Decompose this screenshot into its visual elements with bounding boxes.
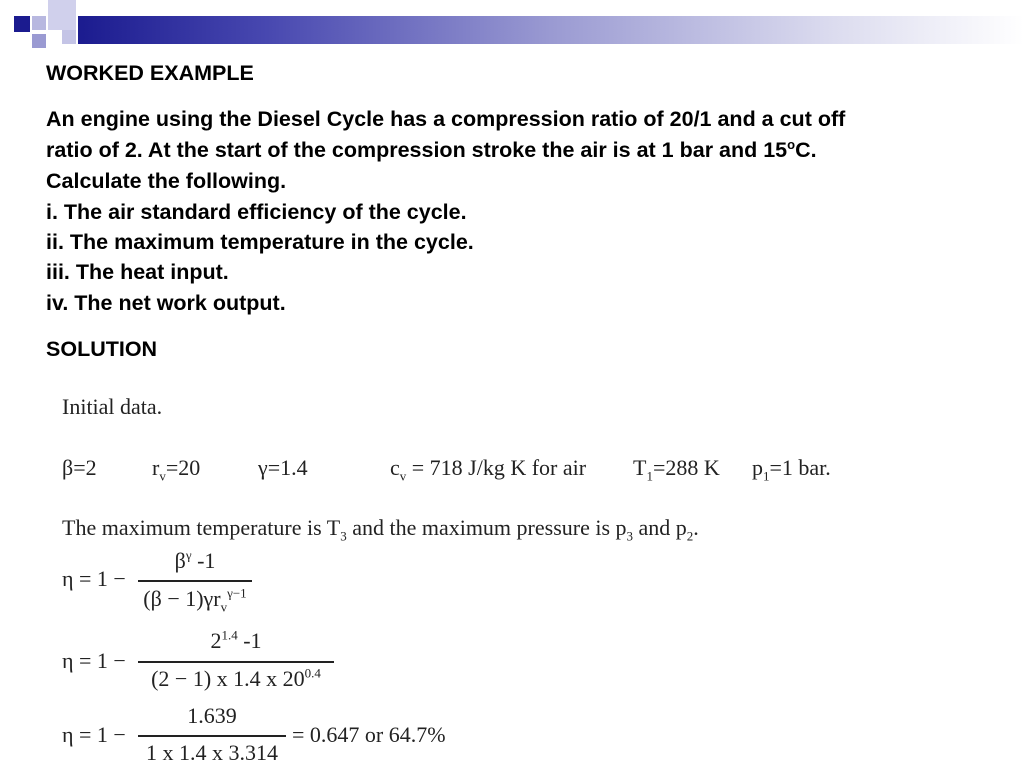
- eq1-numerator: [138, 548, 252, 574]
- eq3-fraction-bar: [138, 735, 286, 737]
- eq3-denominator: 1 x 1.4 x 3.314: [146, 740, 278, 765]
- initial-data-label: Initial data.: [62, 394, 163, 419]
- rv-subscript: v: [159, 468, 166, 484]
- cv-number: = 718 J/kg K for air: [406, 455, 587, 480]
- eq1-den-sub: v: [220, 599, 228, 615]
- t1-number: =288 K: [652, 455, 720, 480]
- rv-value: [152, 455, 201, 484]
- max-temp-text-b: and the maximum pressure is p: [346, 515, 627, 540]
- max-temp-statement: [62, 515, 699, 544]
- eq2-num-base: 2: [210, 628, 222, 653]
- eq1-denominator: [138, 585, 252, 615]
- heading-worked-example: WORKED EXAMPLE: [46, 61, 254, 85]
- eq3-result: = 0.647 or 64.7%: [292, 722, 446, 747]
- eq2-den-sup: 0.4: [304, 665, 321, 681]
- eq1-num-rest: -1: [191, 548, 216, 573]
- eq2-den-text: (2 − 1) x 1.4 x 20: [151, 666, 305, 691]
- task-item-1: i. The air standard efficiency of the cycle.: [46, 200, 467, 224]
- task-item-2: ii. The maximum temperature in the cycle.: [46, 230, 474, 254]
- gamma-value: γ=1.4: [258, 455, 308, 480]
- problem-line-1: An engine using the Diesel Cycle has a compression ratio of 20/1 and a cut off: [46, 107, 846, 131]
- cv-symbol: c: [390, 455, 400, 480]
- eq2-num-rest: -1: [237, 628, 262, 653]
- eq1-num-sup: γ: [185, 547, 192, 563]
- max-temp-sub-2: 3: [626, 528, 634, 544]
- slide-decoration: [0, 0, 1024, 60]
- eq2-fraction-bar: [138, 661, 334, 663]
- p1-value: [752, 455, 831, 484]
- decor-square-dark: [14, 16, 30, 32]
- cv-subscript: v: [399, 468, 407, 484]
- eq2-num-sup: 1.4: [221, 627, 238, 643]
- max-temp-text-a: The maximum temperature is T: [62, 515, 341, 540]
- decor-square-small: [32, 34, 46, 48]
- eq1-prefix: η = 1 −: [62, 566, 126, 591]
- eq3-numerator: 1.639: [187, 703, 237, 728]
- task-item-4: iv. The net work output.: [46, 291, 286, 315]
- t1-value: [633, 455, 720, 484]
- max-temp-sub-3: 2: [686, 528, 694, 544]
- heading-solution: SOLUTION: [46, 337, 158, 361]
- max-temp-text-d: .: [693, 515, 699, 540]
- rv-symbol: r: [152, 455, 160, 480]
- degree-superscript: o: [787, 136, 796, 152]
- eq1-den-sup: γ−1: [227, 585, 247, 601]
- max-temp-sub-1: 3: [340, 528, 347, 544]
- decor-square-light: [32, 16, 46, 30]
- t1-symbol: T: [633, 455, 647, 480]
- task-item-3: iii. The heat input.: [46, 260, 229, 284]
- eq1-num-beta: β: [174, 548, 186, 573]
- beta-value: β=2: [62, 455, 97, 480]
- decor-square-mid: [48, 0, 76, 30]
- eq3-prefix: η = 1 −: [62, 722, 126, 747]
- p1-symbol: p: [752, 455, 763, 480]
- rv-number: =20: [165, 455, 201, 480]
- eq1-den-text: (β − 1)γr: [143, 586, 221, 611]
- eq2-numerator: [138, 628, 334, 654]
- t1-subscript: 1: [646, 468, 653, 484]
- p1-number: =1 bar.: [769, 455, 831, 480]
- eq1-fraction-bar: [138, 580, 252, 582]
- problem-line-2: [46, 138, 817, 163]
- problem-line-2-text: ratio of 2. At the start of the compression stroke the air is at 1 bar and 15: [46, 138, 788, 162]
- decor-square-tiny: [62, 30, 76, 44]
- problem-line-2-unit: C.: [795, 138, 817, 162]
- title-bar-gradient: [78, 16, 1024, 44]
- eq2-prefix: η = 1 −: [62, 648, 126, 673]
- eq2-denominator: [138, 666, 334, 692]
- problem-line-3: Calculate the following.: [46, 169, 287, 193]
- p1-subscript: 1: [763, 468, 770, 484]
- max-temp-text-c: and p: [633, 515, 687, 540]
- cv-value: [390, 455, 587, 484]
